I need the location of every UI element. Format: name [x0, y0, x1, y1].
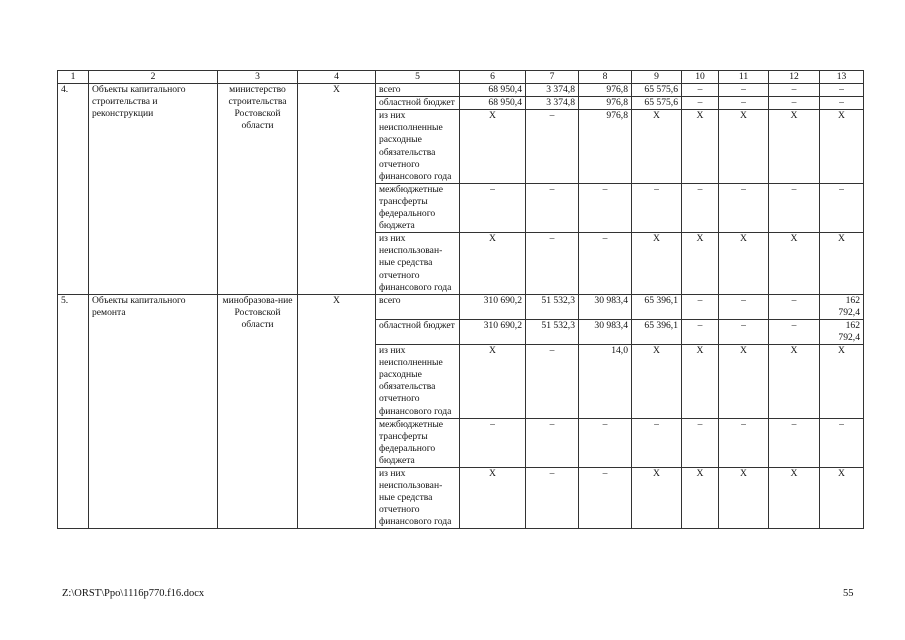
- object-name-cell: Объекты капитального строительства и реконструкции: [89, 84, 218, 295]
- value-cell: –: [682, 183, 719, 232]
- header-cell: 2: [89, 71, 218, 84]
- value-cell: –: [719, 319, 769, 344]
- value-cell: 51 532,3: [526, 319, 579, 344]
- value-cell: –: [579, 468, 632, 529]
- value-cell: –: [719, 97, 769, 110]
- value-cell: Х: [682, 110, 719, 184]
- value-cell: –: [526, 110, 579, 184]
- value-cell: Х: [820, 233, 864, 294]
- header-cell: 4: [298, 71, 376, 84]
- value-cell: 976,8: [579, 110, 632, 184]
- value-cell: –: [769, 97, 820, 110]
- row-number-cell: 4.: [58, 84, 89, 295]
- header-cell: 1: [58, 71, 89, 84]
- funding-source-cell: всего: [376, 84, 460, 97]
- agency-cell: минобразова-ние Ростовской области: [218, 294, 298, 529]
- value-cell: –: [769, 319, 820, 344]
- value-cell: Х: [769, 233, 820, 294]
- value-cell: –: [820, 183, 864, 232]
- value-cell: –: [769, 183, 820, 232]
- funding-source-cell: из них неисполненные расходные обязательства отчетного финансового года: [376, 110, 460, 184]
- value-cell: –: [820, 84, 864, 97]
- value-cell: –: [719, 418, 769, 467]
- value-cell: 310 690,2: [460, 294, 526, 319]
- funding-source-cell: межбюджетные трансферты федерального бюджета: [376, 418, 460, 467]
- footer-file-path: Z:\ORST\Ppo\1116p770.f16.docx: [62, 588, 205, 599]
- value-cell: Х: [769, 110, 820, 184]
- value-cell: –: [769, 294, 820, 319]
- value-cell: 65 396,1: [632, 319, 682, 344]
- funding-source-cell: областной бюджет: [376, 319, 460, 344]
- value-cell: Х: [719, 110, 769, 184]
- row-number-cell: 5.: [58, 294, 89, 529]
- value-cell: Х: [460, 110, 526, 184]
- value-cell: Х: [682, 233, 719, 294]
- value-cell: Х: [719, 468, 769, 529]
- value-cell: 65 575,6: [632, 84, 682, 97]
- value-cell: 976,8: [579, 84, 632, 97]
- value-cell: 30 983,4: [579, 294, 632, 319]
- agency-cell: министерство строительства Ростовской области: [218, 84, 298, 295]
- value-cell: –: [719, 294, 769, 319]
- value-cell: Х: [820, 345, 864, 419]
- table-row: [58, 84, 864, 97]
- value-cell: –: [632, 418, 682, 467]
- value-cell: Х: [632, 345, 682, 419]
- value-cell: 65 575,6: [632, 97, 682, 110]
- value-cell: –: [682, 84, 719, 97]
- value-cell: –: [820, 97, 864, 110]
- value-cell: 68 950,4: [460, 97, 526, 110]
- value-cell: 162 792,4: [820, 319, 864, 344]
- value-cell: 30 983,4: [579, 319, 632, 344]
- value-cell: Х: [769, 345, 820, 419]
- page-number: 55: [843, 588, 854, 599]
- value-cell: 3 374,8: [526, 84, 579, 97]
- value-cell: 976,8: [579, 97, 632, 110]
- header-cell: 5: [376, 71, 460, 84]
- value-cell: Х: [719, 345, 769, 419]
- header-cell: 3: [218, 71, 298, 84]
- value-cell: –: [682, 294, 719, 319]
- table-row: [58, 294, 864, 319]
- header-cell: 13: [820, 71, 864, 84]
- funding-source-cell: межбюджетные трансферты федерального бюджета: [376, 183, 460, 232]
- funding-source-cell: всего: [376, 294, 460, 319]
- value-cell: Х: [632, 468, 682, 529]
- value-cell: Х: [632, 110, 682, 184]
- value-cell: Х: [682, 345, 719, 419]
- value-cell: 3 374,8: [526, 97, 579, 110]
- value-cell: –: [526, 418, 579, 467]
- value-cell: Х: [719, 233, 769, 294]
- value-cell: –: [769, 84, 820, 97]
- value-cell: –: [719, 183, 769, 232]
- value-cell: Х: [460, 233, 526, 294]
- value-cell: Х: [820, 468, 864, 529]
- value-cell: –: [682, 97, 719, 110]
- value-cell: 310 690,2: [460, 319, 526, 344]
- value-cell: –: [632, 183, 682, 232]
- value-cell: –: [682, 418, 719, 467]
- value-cell: –: [526, 345, 579, 419]
- value-cell: Х: [682, 468, 719, 529]
- value-cell: 51 532,3: [526, 294, 579, 319]
- funding-source-cell: областной бюджет: [376, 97, 460, 110]
- header-cell: 8: [579, 71, 632, 84]
- value-cell: –: [460, 418, 526, 467]
- value-cell: –: [719, 84, 769, 97]
- value-cell: Х: [460, 345, 526, 419]
- value-cell: –: [579, 183, 632, 232]
- value-cell: 65 396,1: [632, 294, 682, 319]
- funding-source-cell: из них неисполненные расходные обязательства отчетного финансового года: [376, 345, 460, 419]
- value-cell: –: [526, 233, 579, 294]
- value-cell: –: [526, 468, 579, 529]
- value-cell: 162 792,4: [820, 294, 864, 319]
- object-name-cell: Объекты капитального ремонта: [89, 294, 218, 529]
- value-cell: –: [579, 233, 632, 294]
- value-cell: Х: [632, 233, 682, 294]
- funding-source-cell: из них неиспользован-ные средства отчетного финансового года: [376, 233, 460, 294]
- header-row: [58, 71, 864, 84]
- value-cell: –: [769, 418, 820, 467]
- header-cell: 11: [719, 71, 769, 84]
- header-cell: 7: [526, 71, 579, 84]
- value-cell: –: [820, 418, 864, 467]
- header-cell: 6: [460, 71, 526, 84]
- value-cell: 14,0: [579, 345, 632, 419]
- value-cell: –: [682, 319, 719, 344]
- header-cell: 9: [632, 71, 682, 84]
- budget-table: [57, 70, 864, 529]
- header-cell: 12: [769, 71, 820, 84]
- value-cell: –: [460, 183, 526, 232]
- value-cell: Х: [820, 110, 864, 184]
- value-cell: 68 950,4: [460, 84, 526, 97]
- value-cell: –: [579, 418, 632, 467]
- col4-cell: Х: [298, 294, 376, 529]
- value-cell: Х: [460, 468, 526, 529]
- value-cell: Х: [769, 468, 820, 529]
- header-cell: 10: [682, 71, 719, 84]
- funding-source-cell: из них неиспользован-ные средства отчетного финансового года: [376, 468, 460, 529]
- value-cell: –: [526, 183, 579, 232]
- col4-cell: Х: [298, 84, 376, 295]
